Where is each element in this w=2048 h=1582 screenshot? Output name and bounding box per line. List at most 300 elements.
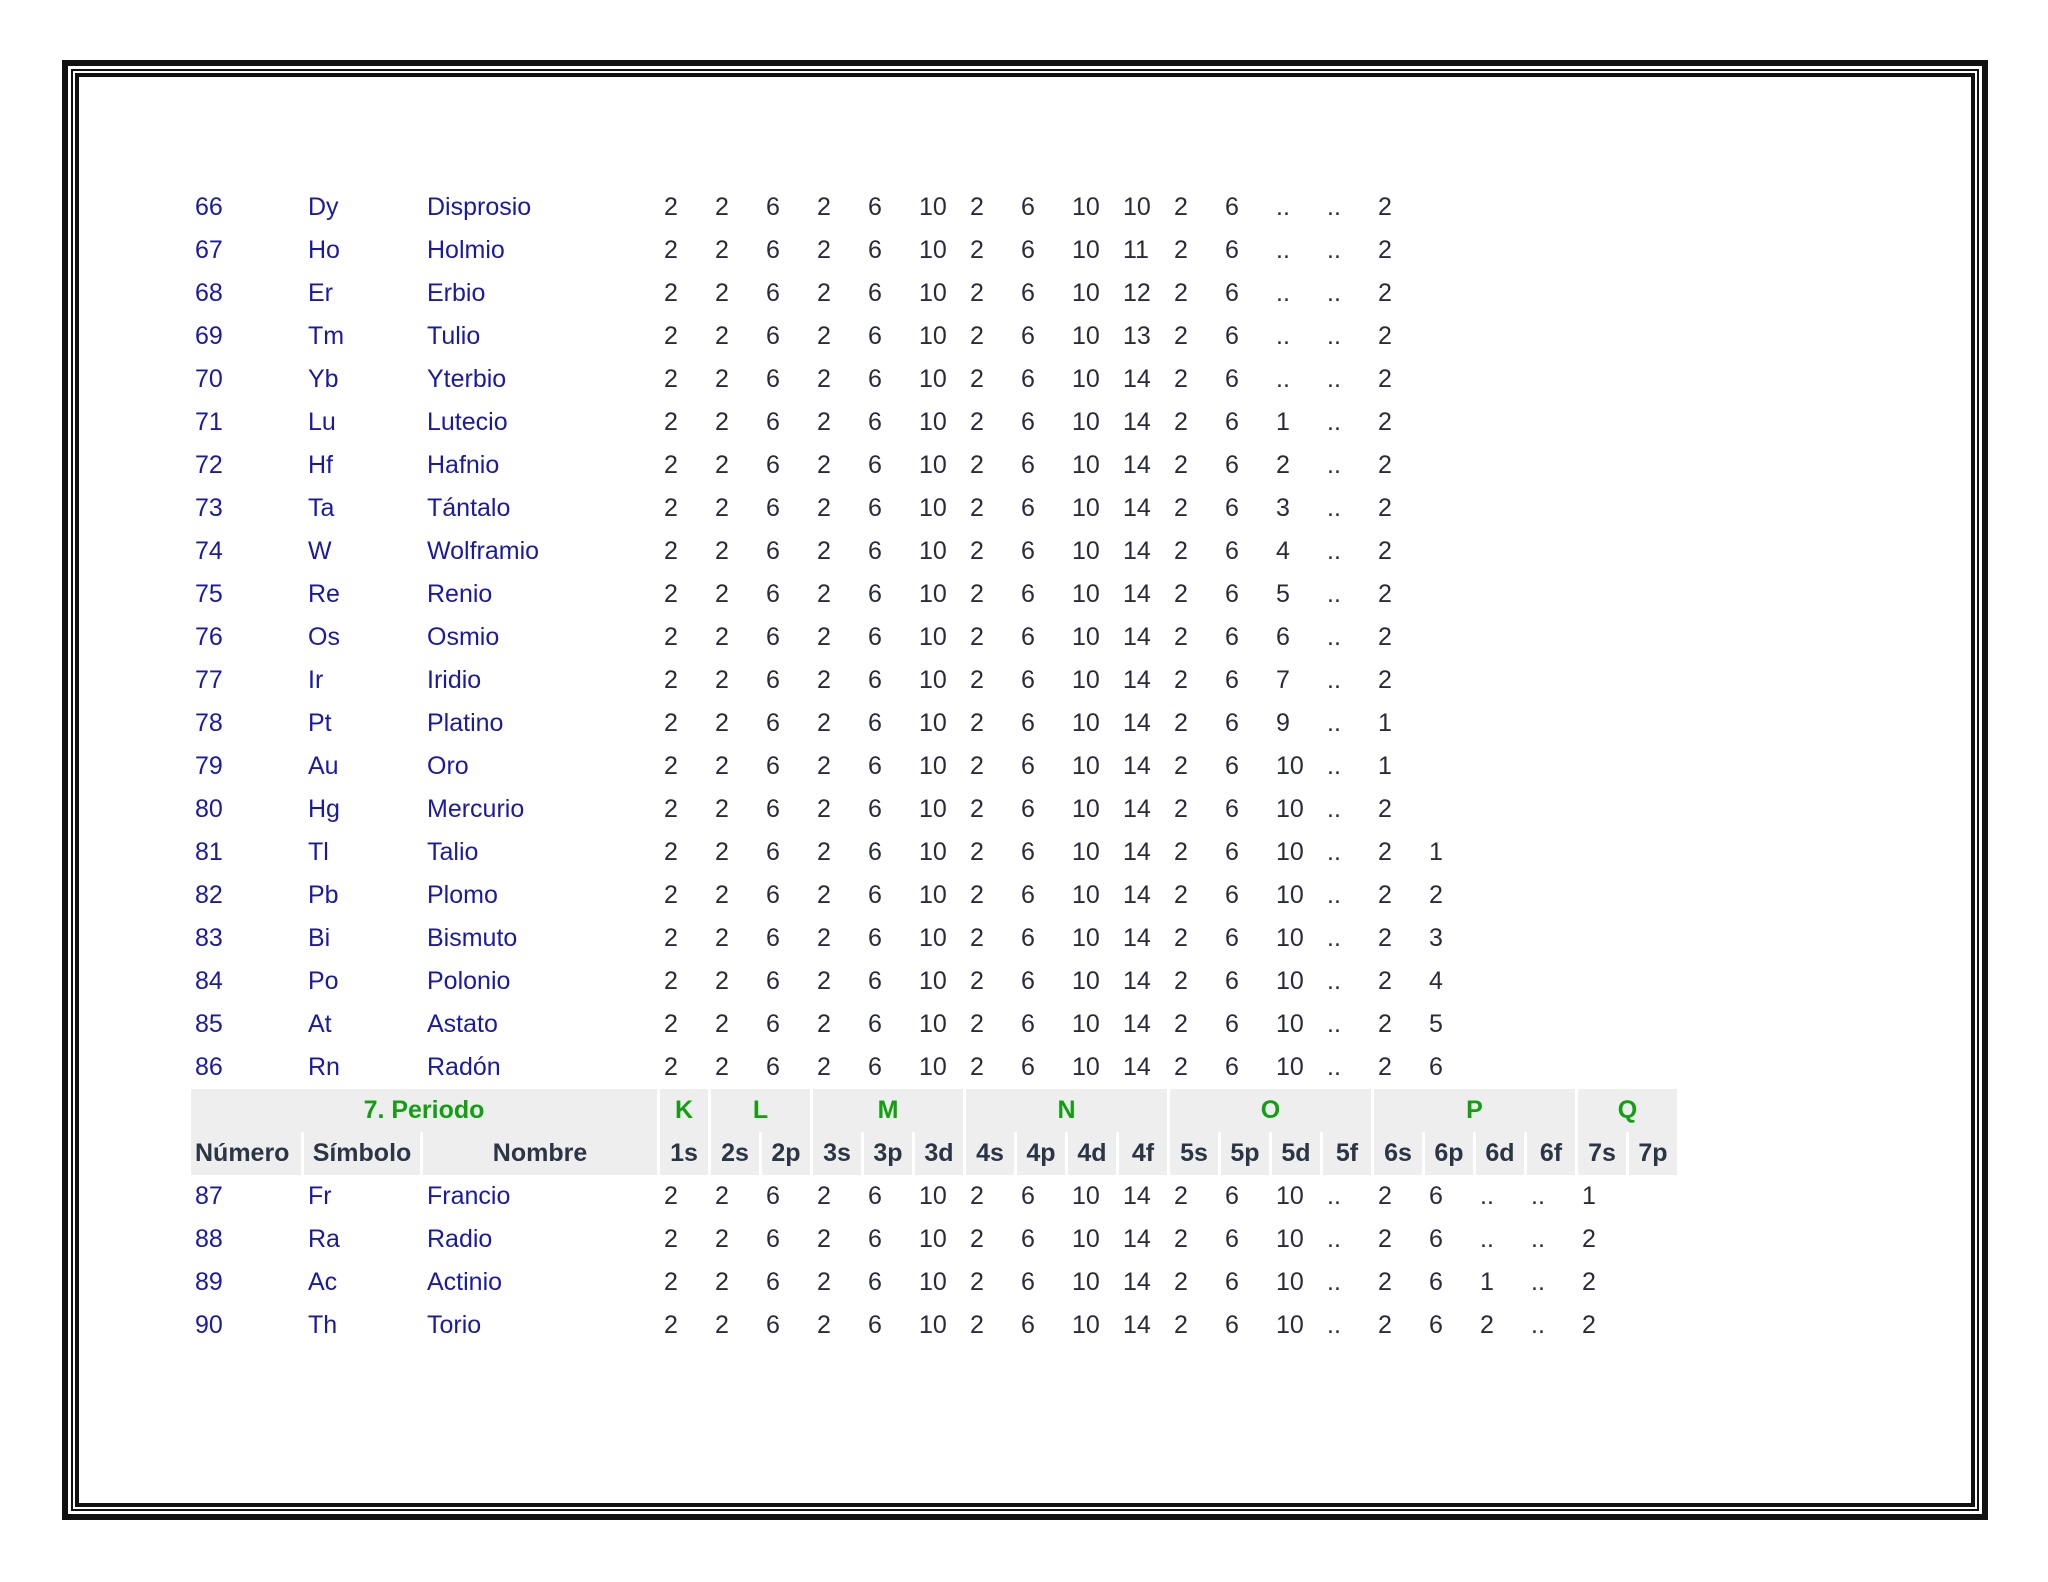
orbital-count: 10 (1072, 193, 1100, 221)
orbital-count: .. (1480, 1182, 1494, 1210)
orbital-count: 2 (1582, 1225, 1596, 1253)
orbital-count (1425, 573, 1473, 616)
atomic-number: 75 (195, 580, 223, 608)
column-header: 5s (1170, 1132, 1218, 1175)
orbital-count: 6 (868, 709, 882, 737)
column-header: 4p (1017, 1132, 1065, 1175)
orbital-count: 10 (919, 1053, 947, 1081)
element-symbol: Yb (308, 365, 339, 393)
orbital-count: 2 (1174, 1010, 1188, 1038)
orbital-count: 6 (1021, 580, 1035, 608)
column-header-row (191, 1132, 1677, 1175)
element-symbol: Fr (308, 1182, 332, 1210)
orbital-count: 6 (868, 1182, 882, 1210)
orbital-count: 2 (715, 322, 729, 350)
orbital-count (1476, 831, 1524, 874)
orbital-count: 6 (766, 451, 780, 479)
orbital-count: 2 (664, 838, 678, 866)
orbital-count: 6 (1225, 1010, 1239, 1038)
orbital-count: .. (1327, 1053, 1341, 1081)
orbital-count: 10 (1276, 1010, 1304, 1038)
orbital-count: .. (1327, 1010, 1341, 1038)
orbital-count: 6 (1225, 1053, 1239, 1081)
element-symbol: Pt (308, 709, 332, 737)
orbital-count: 2 (1174, 838, 1188, 866)
orbital-count: 10 (1276, 752, 1304, 780)
orbital-count: 6 (1429, 1268, 1443, 1296)
orbital-count (1425, 401, 1473, 444)
element-symbol: Hf (308, 451, 333, 479)
orbital-count: 2 (1174, 1268, 1188, 1296)
orbital-count: 2 (1378, 236, 1392, 264)
column-header: 3d (915, 1132, 963, 1175)
element-symbol: Ra (308, 1225, 340, 1253)
orbital-count: 2 (715, 1010, 729, 1038)
orbital-count: 2 (664, 1311, 678, 1339)
orbital-count: 2 (817, 1053, 831, 1081)
element-row (191, 530, 1677, 573)
orbital-count (1578, 960, 1626, 1003)
orbital-count (1629, 745, 1677, 788)
element-row (191, 1003, 1677, 1046)
orbital-count: 10 (1276, 838, 1304, 866)
orbital-count: 2 (817, 494, 831, 522)
orbital-count: 6 (766, 623, 780, 651)
orbital-count (1425, 487, 1473, 530)
orbital-count: 2 (715, 881, 729, 909)
orbital-count (1578, 745, 1626, 788)
orbital-count: 2 (1378, 838, 1392, 866)
orbital-count: 2 (970, 451, 984, 479)
orbital-count: 6 (1021, 451, 1035, 479)
orbital-count: 2 (1378, 279, 1392, 307)
orbital-count: 10 (1276, 1053, 1304, 1081)
orbital-count: 2 (970, 623, 984, 651)
orbital-count (1476, 616, 1524, 659)
orbital-count: 2 (1582, 1268, 1596, 1296)
element-name: Osmio (427, 623, 500, 651)
orbital-count: 2 (1378, 1268, 1392, 1296)
orbital-count (1629, 874, 1677, 917)
orbital-count (1629, 530, 1677, 573)
orbital-count: 2 (1378, 537, 1392, 565)
column-header: 7s (1578, 1132, 1626, 1175)
orbital-count (1476, 186, 1524, 229)
element-symbol: Bi (308, 924, 331, 952)
orbital-count: 6 (1276, 623, 1290, 651)
orbital-count: 2 (970, 322, 984, 350)
period-title: 7. Periodo (191, 1089, 657, 1132)
orbital-count: 10 (1276, 1182, 1304, 1210)
orbital-count: 2 (970, 1268, 984, 1296)
column-header: 5p (1221, 1132, 1269, 1175)
orbital-count (1527, 917, 1575, 960)
shell-l: L (711, 1089, 810, 1132)
orbital-count: 6 (766, 881, 780, 909)
element-name: Disprosio (427, 193, 532, 221)
orbital-count: .. (1327, 279, 1341, 307)
element-row (191, 573, 1677, 616)
orbital-count: 6 (868, 967, 882, 995)
orbital-count: 10 (1072, 838, 1100, 866)
element-name: Bismuto (427, 924, 518, 952)
orbital-count: 6 (766, 1311, 780, 1339)
orbital-count (1425, 229, 1473, 272)
orbital-count (1527, 229, 1575, 272)
orbital-count: 6 (766, 1053, 780, 1081)
orbital-count: 6 (1021, 408, 1035, 436)
orbital-count (1629, 229, 1677, 272)
element-row (191, 788, 1677, 831)
orbital-count (1476, 358, 1524, 401)
element-row (191, 874, 1677, 917)
atomic-number: 87 (195, 1182, 223, 1210)
orbital-count (1527, 358, 1575, 401)
orbital-count: 10 (919, 451, 947, 479)
orbital-count: .. (1276, 236, 1290, 264)
shell-m: M (813, 1089, 963, 1132)
orbital-count: 10 (1072, 1268, 1100, 1296)
orbital-count (1527, 315, 1575, 358)
orbital-count: 10 (919, 1225, 947, 1253)
orbital-count (1578, 788, 1626, 831)
orbital-count: 6 (1225, 408, 1239, 436)
orbital-count: 5 (1276, 580, 1290, 608)
orbital-count: 2 (664, 881, 678, 909)
orbital-count (1629, 1304, 1677, 1347)
element-row (191, 659, 1677, 702)
column-header: 6s (1374, 1132, 1422, 1175)
orbital-count (1629, 1046, 1677, 1089)
orbital-count: 2 (817, 365, 831, 393)
orbital-count (1476, 272, 1524, 315)
orbital-count: 2 (817, 408, 831, 436)
orbital-count: 10 (919, 1010, 947, 1038)
orbital-count: 2 (715, 795, 729, 823)
orbital-count (1476, 487, 1524, 530)
element-symbol: Dy (308, 193, 339, 221)
orbital-count: .. (1327, 838, 1341, 866)
orbital-count: 2 (664, 322, 678, 350)
orbital-count (1425, 530, 1473, 573)
atomic-number: 86 (195, 1053, 223, 1081)
orbital-count: 10 (919, 537, 947, 565)
element-symbol: Tl (308, 838, 329, 866)
orbital-count (1629, 1003, 1677, 1046)
atomic-number: 67 (195, 236, 223, 264)
orbital-count: 2 (970, 279, 984, 307)
orbital-count (1629, 702, 1677, 745)
orbital-count (1425, 702, 1473, 745)
orbital-count: 2 (1174, 1053, 1188, 1081)
orbital-count: 10 (919, 494, 947, 522)
orbital-count: 6 (1021, 666, 1035, 694)
orbital-count: 10 (1072, 1182, 1100, 1210)
element-symbol: Ir (308, 666, 324, 694)
orbital-count: 10 (919, 322, 947, 350)
orbital-count: .. (1327, 451, 1341, 479)
orbital-count: 6 (1225, 580, 1239, 608)
orbital-count: .. (1531, 1182, 1545, 1210)
orbital-count: 6 (1021, 1010, 1035, 1038)
orbital-count: 2 (817, 795, 831, 823)
atomic-number: 88 (195, 1225, 223, 1253)
orbital-count: .. (1327, 236, 1341, 264)
orbital-count: 14 (1123, 838, 1151, 866)
orbital-count (1527, 874, 1575, 917)
orbital-count: 2 (664, 623, 678, 651)
orbital-count: 3 (1429, 924, 1443, 952)
orbital-count: 2 (1378, 322, 1392, 350)
orbital-count: 6 (868, 1053, 882, 1081)
element-row (191, 272, 1677, 315)
orbital-count: 6 (766, 236, 780, 264)
atomic-number: 82 (195, 881, 223, 909)
orbital-count: 2 (715, 580, 729, 608)
orbital-count (1425, 358, 1473, 401)
column-header: 7p (1629, 1132, 1677, 1175)
orbital-count: 10 (1072, 279, 1100, 307)
orbital-count: 6 (1429, 1225, 1443, 1253)
orbital-count: 2 (715, 1225, 729, 1253)
element-name: Radón (427, 1053, 501, 1081)
column-header: 3s (813, 1132, 861, 1175)
orbital-count: 6 (1225, 236, 1239, 264)
orbital-count: 2 (1480, 1311, 1494, 1339)
orbital-count: 6 (1021, 279, 1035, 307)
orbital-count: 2 (715, 236, 729, 264)
orbital-count: 14 (1123, 881, 1151, 909)
orbital-count (1425, 444, 1473, 487)
element-row (191, 745, 1677, 788)
orbital-count: 14 (1123, 1268, 1151, 1296)
orbital-count: 2 (817, 1010, 831, 1038)
orbital-count: 6 (1225, 623, 1239, 651)
orbital-count: 2 (1174, 279, 1188, 307)
orbital-count: 6 (766, 666, 780, 694)
element-row (191, 1046, 1677, 1089)
orbital-count: 2 (664, 1010, 678, 1038)
orbital-count: 6 (1021, 1225, 1035, 1253)
orbital-count: 6 (868, 666, 882, 694)
orbital-count (1629, 573, 1677, 616)
orbital-count: 1 (1582, 1182, 1596, 1210)
orbital-count: .. (1327, 709, 1341, 737)
orbital-count: .. (1531, 1311, 1545, 1339)
orbital-count: .. (1327, 537, 1341, 565)
orbital-count (1629, 1218, 1677, 1261)
orbital-count: 6 (868, 408, 882, 436)
element-row (191, 1218, 1677, 1261)
orbital-count: 2 (664, 279, 678, 307)
orbital-count: 14 (1123, 1311, 1151, 1339)
orbital-count: 2 (817, 1225, 831, 1253)
shell-group-row (191, 1089, 1677, 1132)
orbital-count (1476, 917, 1524, 960)
column-header: 5f (1323, 1132, 1371, 1175)
orbital-count: 2 (715, 1311, 729, 1339)
element-row (191, 1261, 1677, 1304)
shell-o: O (1170, 1089, 1371, 1132)
orbital-count: 2 (1378, 623, 1392, 651)
orbital-count: 6 (766, 279, 780, 307)
orbital-count: 10 (1072, 881, 1100, 909)
orbital-count: 6 (766, 795, 780, 823)
orbital-count: 10 (1276, 881, 1304, 909)
orbital-count: 2 (817, 193, 831, 221)
orbital-count: 6 (868, 1010, 882, 1038)
orbital-count: 2 (1174, 881, 1188, 909)
orbital-count: 10 (1276, 967, 1304, 995)
orbital-count: .. (1276, 365, 1290, 393)
orbital-count: 2 (664, 408, 678, 436)
orbital-count: 2 (970, 537, 984, 565)
orbital-count: 2 (970, 1053, 984, 1081)
orbital-count: 2 (664, 236, 678, 264)
orbital-count: 6 (1429, 1182, 1443, 1210)
orbital-count: 2 (664, 1268, 678, 1296)
orbital-count: 2 (715, 666, 729, 694)
orbital-count: 2 (817, 838, 831, 866)
orbital-count: 6 (766, 494, 780, 522)
orbital-count: 2 (1378, 881, 1392, 909)
orbital-count: 2 (715, 1053, 729, 1081)
orbital-count: 2 (1174, 623, 1188, 651)
orbital-count (1425, 659, 1473, 702)
orbital-count: 6 (868, 752, 882, 780)
column-header: 2s (711, 1132, 759, 1175)
orbital-count (1527, 831, 1575, 874)
orbital-count (1629, 616, 1677, 659)
orbital-count: .. (1480, 1225, 1494, 1253)
orbital-count (1629, 788, 1677, 831)
orbital-count: 6 (1021, 1053, 1035, 1081)
shell-n: N (966, 1089, 1167, 1132)
orbital-count: 6 (766, 193, 780, 221)
orbital-count: 2 (1174, 494, 1188, 522)
column-header: 4s (966, 1132, 1014, 1175)
orbital-count: 2 (715, 537, 729, 565)
orbital-count: 10 (919, 193, 947, 221)
orbital-count (1629, 444, 1677, 487)
orbital-count: 10 (1072, 795, 1100, 823)
orbital-count (1629, 315, 1677, 358)
orbital-count: 2 (970, 1225, 984, 1253)
orbital-count: 2 (664, 365, 678, 393)
element-symbol: Tm (308, 322, 345, 350)
orbital-count: 6 (1225, 967, 1239, 995)
orbital-count: 7 (1276, 666, 1290, 694)
orbital-count (1527, 573, 1575, 616)
orbital-count: 10 (1072, 451, 1100, 479)
table-body-period-7 (191, 1175, 1677, 1347)
orbital-count: 2 (664, 967, 678, 995)
orbital-count: 2 (817, 1311, 831, 1339)
orbital-count: 1 (1378, 752, 1392, 780)
orbital-count: 2 (664, 537, 678, 565)
orbital-count (1629, 960, 1677, 1003)
orbital-count: 2 (715, 709, 729, 737)
orbital-count (1578, 229, 1626, 272)
element-symbol: Ho (308, 236, 340, 264)
orbital-count (1578, 1046, 1626, 1089)
atomic-number: 85 (195, 1010, 223, 1038)
orbital-count: 5 (1429, 1010, 1443, 1038)
orbital-count: 2 (1378, 408, 1392, 436)
element-name: Holmio (427, 236, 505, 264)
orbital-count (1578, 616, 1626, 659)
atomic-number: 66 (195, 193, 223, 221)
atomic-number: 89 (195, 1268, 223, 1296)
orbital-count: 2 (1429, 881, 1443, 909)
orbital-count (1476, 444, 1524, 487)
orbital-count: 2 (715, 838, 729, 866)
orbital-count (1578, 358, 1626, 401)
orbital-count: 6 (766, 1225, 780, 1253)
orbital-count (1578, 272, 1626, 315)
orbital-count: 2 (970, 967, 984, 995)
orbital-count: 14 (1123, 623, 1151, 651)
element-row (191, 1175, 1677, 1218)
orbital-count (1629, 358, 1677, 401)
orbital-count: 6 (1225, 709, 1239, 737)
orbital-count: 2 (1174, 795, 1188, 823)
element-name: Wolframio (427, 537, 540, 565)
element-name: Oro (427, 752, 469, 780)
orbital-count (1578, 917, 1626, 960)
orbital-count: 2 (715, 494, 729, 522)
orbital-count: 10 (1072, 1311, 1100, 1339)
orbital-count: 14 (1123, 967, 1151, 995)
orbital-count: 6 (1021, 236, 1035, 264)
orbital-count: 4 (1429, 967, 1443, 995)
electron-configuration-table (188, 186, 1680, 1347)
orbital-count: 1 (1378, 709, 1392, 737)
orbital-count: 6 (868, 1268, 882, 1296)
orbital-count: 6 (1225, 881, 1239, 909)
orbital-count (1425, 745, 1473, 788)
orbital-count: 2 (1378, 1225, 1392, 1253)
orbital-count (1629, 1261, 1677, 1304)
orbital-count: .. (1327, 1182, 1341, 1210)
element-symbol: Er (308, 279, 333, 307)
orbital-count: 2 (715, 1268, 729, 1296)
element-name: Erbio (427, 279, 486, 307)
element-row (191, 401, 1677, 444)
orbital-count: 2 (664, 666, 678, 694)
orbital-count: 2 (817, 752, 831, 780)
orbital-count: .. (1327, 580, 1341, 608)
orbital-count (1629, 272, 1677, 315)
orbital-count: 2 (1378, 1182, 1392, 1210)
orbital-count: 2 (970, 709, 984, 737)
orbital-count: 2 (1378, 1053, 1392, 1081)
orbital-count: 2 (817, 580, 831, 608)
orbital-count: 11 (1123, 236, 1149, 264)
orbital-count (1578, 186, 1626, 229)
orbital-count: 6 (1021, 623, 1035, 651)
orbital-count: 2 (715, 193, 729, 221)
element-symbol: Hg (308, 795, 340, 823)
element-symbol: Lu (308, 408, 336, 436)
orbital-count: .. (1531, 1225, 1545, 1253)
element-symbol: Ac (308, 1268, 338, 1296)
orbital-count: 6 (868, 1311, 882, 1339)
orbital-count (1476, 401, 1524, 444)
atomic-number: 90 (195, 1311, 223, 1339)
orbital-count: 14 (1123, 795, 1151, 823)
orbital-count: 2 (715, 365, 729, 393)
